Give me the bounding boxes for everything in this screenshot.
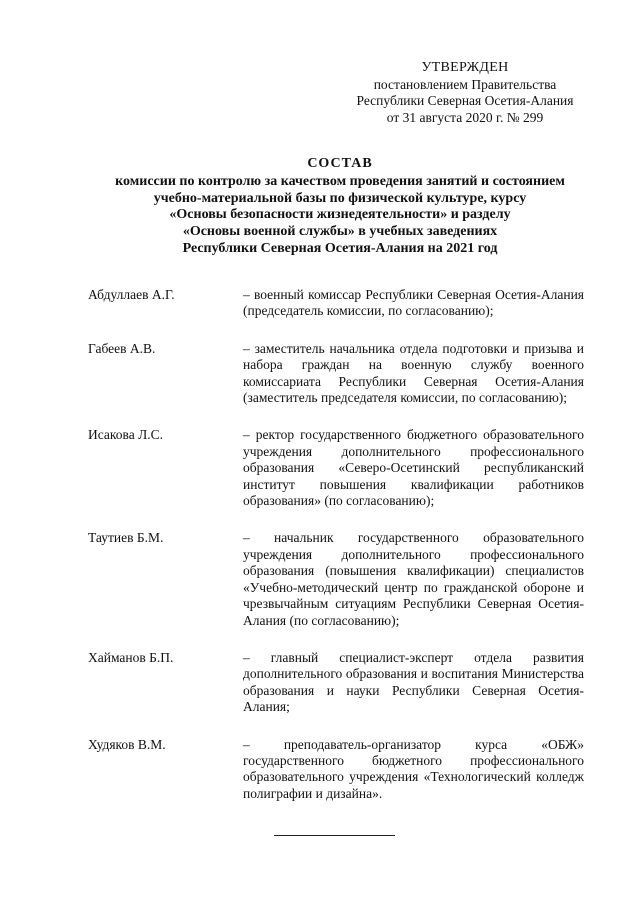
member-entry bbox=[0, 737, 640, 803]
member-name: Таутиев Б.М. bbox=[88, 530, 164, 546]
member-entry bbox=[0, 650, 640, 716]
document-title bbox=[40, 156, 640, 258]
title-line: Республики Северная Осетия-Алания на 2021 год bbox=[182, 240, 498, 256]
approval-heading: УТВЕРЖДЕН bbox=[421, 60, 509, 75]
approval-stamp bbox=[340, 60, 590, 126]
approval-line: постановлением Правительства bbox=[373, 76, 557, 92]
members-list bbox=[0, 287, 640, 823]
approval-line: Республики Северная Осетия-Алания bbox=[356, 93, 574, 108]
member-entry bbox=[0, 427, 640, 509]
title-line: «Основы безопасности жизнедеятельности» и разделу bbox=[169, 207, 511, 223]
member-entry bbox=[0, 287, 640, 320]
title-line: комиссии по контролю за качеством проведения занятий и состоянием bbox=[115, 173, 565, 189]
member-name: Исакова Л.С. bbox=[88, 427, 163, 443]
member-name: Габеев А.В. bbox=[88, 340, 156, 356]
member-name: Худяков В.М. bbox=[88, 736, 166, 752]
member-description: – ректор государственного бюджетного образовательного учреждения дополнительного профессионального образования «Северо-Осетинский республиканский институт повышения квалификации работников образования» (по согласованию); bbox=[243, 427, 584, 509]
member-entry bbox=[0, 530, 640, 628]
member-description: – заместитель начальника отдела подготовки и призыва и набора граждан на военную службу военного комиссариата Республики Северная Осетия-Алания (заместитель председателя комиссии, по согласованию); bbox=[243, 340, 584, 406]
member-name: Хайманов Б.П. bbox=[88, 649, 174, 665]
title-main: СОСТАВ bbox=[307, 156, 373, 171]
approval-date-line: от 31 августа 2020 г. № 299 bbox=[386, 109, 544, 125]
member-entry bbox=[0, 341, 640, 407]
member-description: – преподаватель-организатор курса «ОБЖ» государственного бюджетного профессионального образовательного учреждения «Технологический колледж полиграфии и дизайна». bbox=[243, 736, 584, 801]
member-name: Абдуллаев А.Г. bbox=[88, 287, 175, 302]
closing-divider bbox=[274, 835, 395, 836]
title-line: «Основы военной службы» в учебных заведениях bbox=[182, 224, 498, 240]
member-description: – главный специалист-эксперт отдела развития дополнительного образования и воспитания Министерства образования и науки Республики Северная Осетия-Алания; bbox=[243, 649, 584, 715]
member-description: – начальник государственного образовательного учреждения дополнительного профессионального образования (повышения квалификации) специалистов «Учебно-методический центр по гражданской обороне и чрезвычайным ситуациям Республики Северная Осетия-Алания (по согласованию); bbox=[243, 530, 584, 628]
member-description: – военный комиссар Республики Северная Осетия-Алания (председатель комиссии, по согласованию); bbox=[243, 287, 584, 319]
title-line: учебно-материальной базы по физической культуре, курсу bbox=[153, 190, 527, 206]
